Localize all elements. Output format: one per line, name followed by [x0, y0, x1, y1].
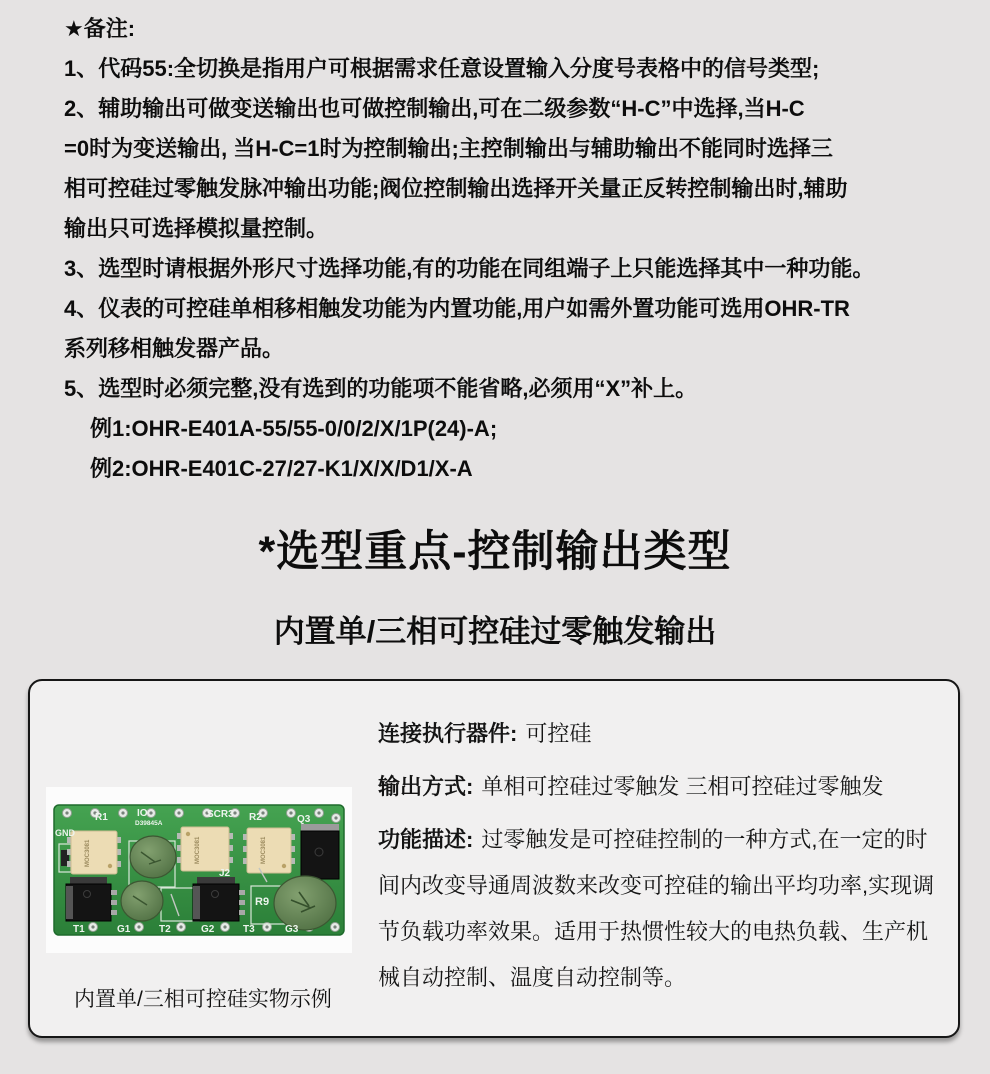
label-t2: T2	[159, 924, 171, 935]
spec-actuator-value: 可控硅	[525, 721, 592, 746]
label-gnd: GND	[55, 828, 75, 838]
label-q3: Q3	[297, 814, 311, 825]
disc-capacitor-2	[121, 881, 163, 921]
output-type-card	[28, 679, 960, 1038]
remark-line: 1、代码55:全切换是指用户可根据需求任意设置输入分度号表格中的信号类型;	[64, 56, 820, 81]
label-scr3: SCR3	[207, 809, 234, 820]
label-g1: G1	[117, 924, 131, 935]
label-t1: T1	[73, 924, 85, 935]
remark-line: 2、辅助输出可做变送输出也可做控制输出,可在二级参数“H-C”中选择,当H-C	[64, 96, 805, 121]
remarks-heading: ★备注:	[64, 16, 136, 41]
section-title: *选型重点-控制输出类型	[258, 528, 732, 576]
remark-line: 3、选型时请根据外形尺寸选择功能,有的功能在同组端子上只能选择其中一种功能。	[64, 256, 875, 281]
example-line-2: 例2:OHR-E401C-27/27-K1/X/X/D1/X-A	[90, 456, 473, 481]
remark-line: 相可控硅过零触发脉冲输出功能;阀位控制输出选择开关量正反转控制输出时,辅助	[64, 176, 848, 201]
remark-line: =0时为变送输出, 当H-C=1时为控制输出;主控制输出与辅助输出不能同时选择三	[64, 136, 833, 161]
triac-1	[66, 877, 117, 921]
chip-marking: MOC3081	[85, 839, 91, 867]
label-r2: R2	[249, 812, 262, 823]
remarks-section	[64, 9, 966, 489]
spec-output-mode-label: 输出方式:	[378, 774, 474, 799]
disc-capacitor-1	[130, 836, 176, 878]
optocoupler-chip-1	[67, 831, 121, 874]
remark-line: 4、仪表的可控硅单相移相触发功能为内置功能,用户如需外置功能可选用OHR-TR	[64, 296, 850, 321]
spec-function-desc	[378, 817, 946, 1001]
spec-actuator	[378, 711, 946, 757]
chip-marking: MOC3081	[195, 836, 201, 864]
optocoupler-chip-2	[177, 827, 233, 871]
disc-capacitor-3	[274, 876, 336, 930]
spec-function-desc-value: 过零触发是可控硅控制的一种方式,在一定的时间内改变导通周波数来改变可控硅的输出平均功率,实现调节负载功率效果。适用于热惯性较大的电热负载、生产机械自动控制、温度自动控制等。	[378, 827, 935, 990]
label-g3: G3	[285, 924, 299, 935]
remark-line: 系列移相触发器产品。	[64, 336, 285, 361]
section-subtitle: 内置单/三相可控硅过零触发输出	[273, 614, 717, 649]
label-r9: R9	[255, 896, 270, 908]
label-dcode: D39845A	[135, 820, 163, 827]
spec-output-mode-value: 单相可控硅过零触发 三相可控硅过零触发	[481, 774, 884, 799]
label-g2: G2	[201, 924, 215, 935]
triac-2	[193, 877, 245, 921]
label-io: IO	[137, 808, 148, 819]
label-r1: R1	[95, 812, 108, 823]
remark-line: 5、选型时必须完整,没有选到的功能项不能省略,必须用“X”补上。	[64, 376, 698, 401]
label-j2: J2	[219, 868, 231, 879]
spec-output-mode	[378, 764, 946, 810]
label-t3: T3	[243, 924, 255, 935]
photo-caption: 内置单/三相可控硅实物示例	[74, 988, 332, 1011]
pcb-photo	[46, 787, 352, 953]
optocoupler-chip-3	[243, 828, 295, 873]
chip-marking: MOC3081	[261, 836, 267, 864]
spec-list	[378, 711, 946, 1008]
transistor-q3	[301, 824, 339, 879]
pcb-board-illustration	[53, 804, 345, 936]
remark-line: 输出只可选择模拟量控制。	[64, 216, 329, 241]
spec-function-desc-label: 功能描述:	[378, 827, 474, 852]
example-line-1: 例1:OHR-E401A-55/55-0/0/2/X/1P(24)-A;	[90, 416, 498, 441]
spec-actuator-label: 连接执行器件:	[378, 721, 518, 746]
